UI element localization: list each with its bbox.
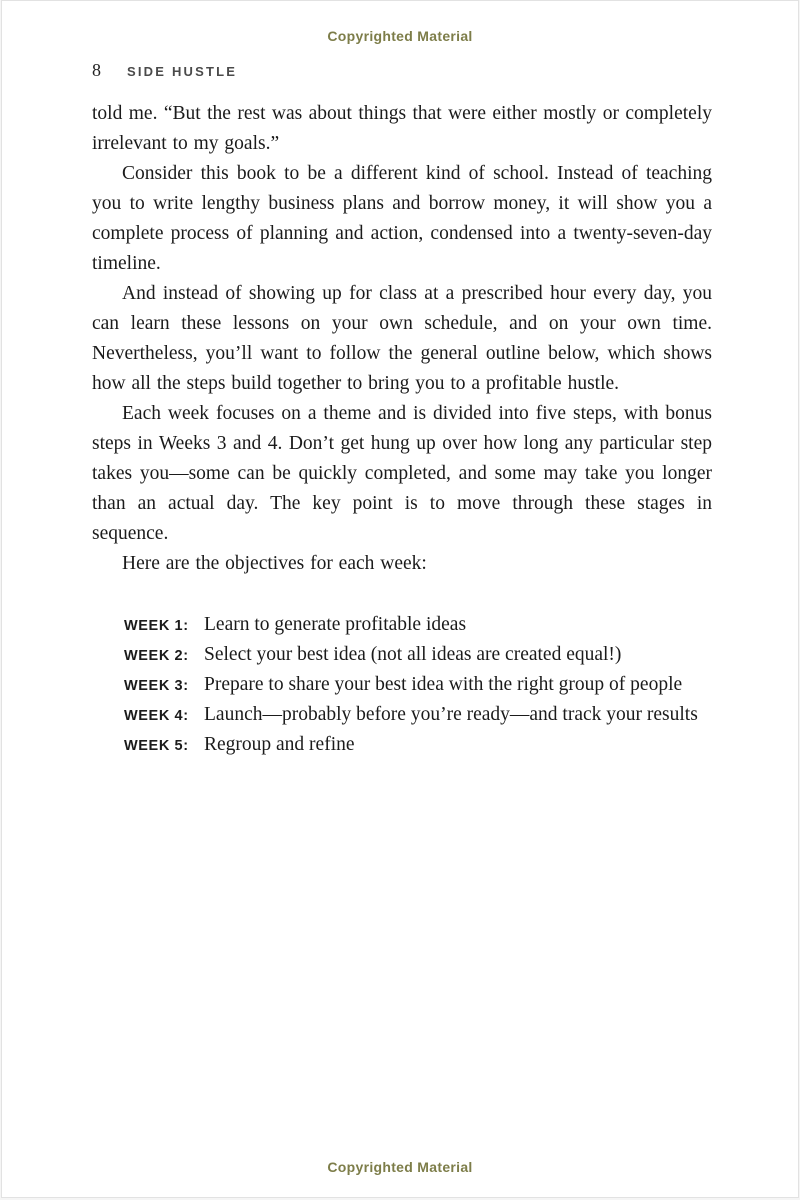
week-label: WEEK 1: — [124, 618, 189, 634]
paragraph: Here are the objectives for each week: — [122, 553, 427, 574]
week-label: WEEK 4: — [124, 708, 189, 724]
week-objective-text: Regroup and refine — [204, 734, 355, 755]
week-label: WEEK 3: — [124, 678, 189, 694]
copyright-notice-top: Copyrighted Material — [327, 28, 473, 44]
week-label: WEEK 5: — [124, 738, 189, 754]
list-item — [124, 670, 712, 700]
running-header — [92, 60, 708, 81]
page-number: 8 — [92, 60, 101, 80]
week-objectives-list — [124, 610, 712, 760]
week-objective-text: Launch—probably before you’re ready—and track your results — [204, 704, 698, 725]
list-item — [124, 640, 712, 670]
book-page — [1, 0, 799, 1198]
running-head-title: SIDE HUSTLE — [127, 64, 238, 79]
paragraph: Consider this book to be a different kind of school. Instead of teaching you to write lengthy business plans and borrow money, it will show you a complete process of planning and action, condensed into a twenty-seven-day timeline. — [92, 163, 712, 274]
paragraph: Each week focuses on a theme and is divided into five steps, with bonus steps in Weeks 3 and 4. Don’t get hung up over how long any particular step takes you—some can be quickly completed, and some may take you longer than an actual day. The key point is to move through these stages in sequence. — [92, 403, 712, 544]
body-text — [92, 99, 712, 760]
paragraph: And instead of showing up for class at a prescribed hour every day, you can learn these lessons on your own schedule, and on your own time. Nevertheless, you’ll want to follow the general outline below, which shows how all the steps build together to bring you to a profitable hustle. — [92, 283, 712, 394]
week-objective-text: Learn to generate profitable ideas — [204, 614, 467, 635]
week-objective-text: Prepare to share your best idea with the right group of people — [204, 674, 683, 695]
paragraph: told me. “But the rest was about things that were either mostly or completely irrelevant to my goals.” — [92, 103, 712, 154]
list-item — [124, 730, 712, 760]
week-objective-text: Select your best idea (not all ideas are created equal!) — [204, 644, 622, 665]
list-item — [124, 700, 712, 730]
copyright-notice-bottom: Copyrighted Material — [327, 1159, 473, 1175]
list-item — [124, 610, 712, 640]
week-label: WEEK 2: — [124, 648, 189, 664]
